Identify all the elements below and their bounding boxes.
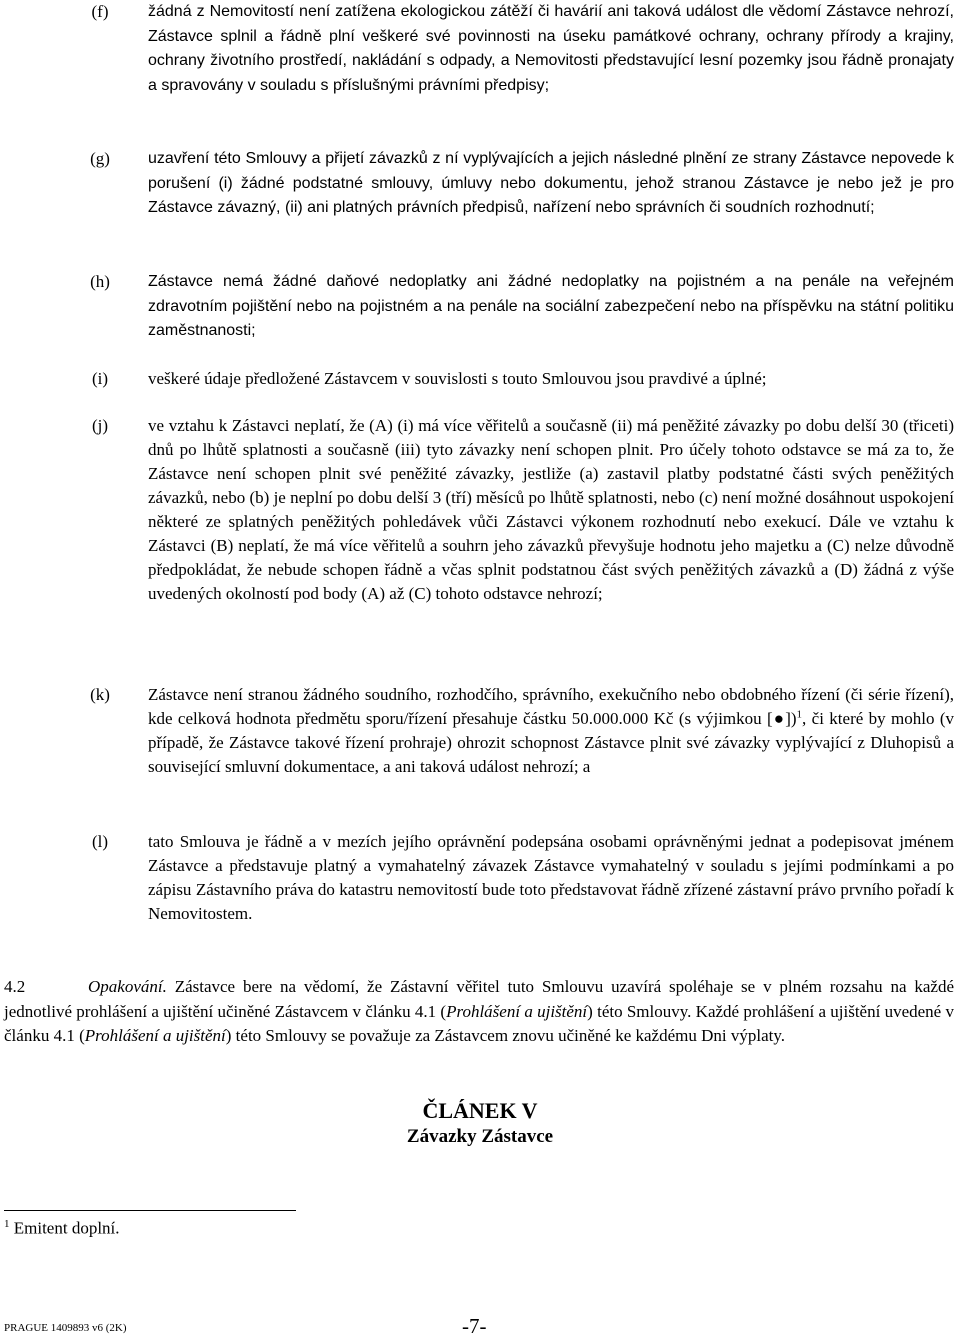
page-number: -7-: [462, 1314, 487, 1338]
footnote-divider: [4, 1210, 296, 1211]
clause-number: 4.2: [4, 977, 26, 996]
document-reference: PRAGUE 1409893 v6 (2K): [4, 1322, 127, 1334]
clause-reference: Prohlášení a ujištění: [446, 1001, 588, 1021]
article-heading: ČLÁNEK V: [422, 1098, 538, 1123]
item-text: [148, 683, 954, 779]
footnote: [4, 1218, 120, 1239]
item-marker: (g): [90, 149, 110, 168]
item-marker: (h): [90, 272, 110, 291]
clause-4-2: [4, 975, 954, 1049]
clause-text: Zástavce bere na vědomí, že Zástavní věřitel tuto Smlouvu uzavírá spoléhaje se v plném rozsahu na každé jednotlivé prohlášení a ujištění učiněné Zástavcem v článku 4.1 (: [4, 977, 954, 1021]
item-text-part: Zástavce není stranou žádného soudního, rozhodčího, správního, exekučního nebo obdobného řízení (či série řízení), kde celková hodnota předmětu sporu/řízení přesahuje částku 50.000.000 Kč (s výjimkou [●]): [148, 685, 954, 728]
footnote-number: 1: [4, 1218, 10, 1230]
footnote-text: Emitent doplní.: [9, 1218, 120, 1238]
item-text: uzavření této Smlouvy a přijetí závazků z ní vyplývajících a jejich následné plnění ze strany Zástavce nepovede k porušení (i) žádné podstatné smlouvy, úmluvy nebo dokumentu, jehož stranou Zástavce je nebo jež je pro Zástavce závazný, (ii) ani platných právních předpisů, nařízení nebo správních či soudních rozhodnutí;: [148, 150, 954, 216]
clause-reference: Prohlášení a ujištění: [84, 1026, 226, 1045]
item-text: žádná z Nemovitostí není zatížena ekologickou zátěží či havárií ani taková událost dle vědomí Zástavce nehrozí, Zástavce splnil a řádně plní veškeré své povinnosti na úseku památkové ochrany, ochrany přírody a krajiny, ochrany životního prostředí, nakládání s odpady, a Nemovitosti představující lesní pozemky jsou řádně pronajaty a spravovány v souladu s příslušnými právními předpisy;: [148, 3, 954, 94]
article-subheading: Závazky Zástavce: [406, 1126, 554, 1147]
clause-title: Opakování.: [88, 977, 167, 996]
item-text: veškeré údaje předložené Zástavcem v souvislosti s touto Smlouvou jsou pravdivé a úplné;: [148, 369, 767, 388]
item-marker: (l): [91, 832, 109, 851]
item-text: tato Smlouva je řádně a v mezích jejího oprávnění podepsána osobami oprávněnými jednat a podepisovat jménem Zástavce a představuje platný a vymahatelný závazek Zástavce vymahatelný v souladu s jejími podmínkami a po zápisu Zástavního práva do katastru nemovitostí bude toto představovat řádně zřízené zástavní právo prvního pořadí k Nemovitostem.: [148, 832, 954, 923]
footnote-reference[interactable]: 1: [796, 708, 803, 721]
item-marker: (j): [91, 416, 109, 435]
item-text-part: , či které by mohlo (v případě, že Zástavce takové řízení prohraje) ohrozit schopnost Zástavce plnit své závazky vyplývající z Dluhopisů a související smluvní dokumentace, a ani taková událost nehrozí; a: [148, 709, 955, 776]
clause-text: ) této Smlouvy. Každé prohlášení a ujištění uvedené v článku 4.1 (: [4, 1001, 955, 1045]
clause-text: ) této Smlouvy se považuje za Zástavcem znovu učiněné ke každému Dni výplaty.: [225, 1026, 786, 1045]
item-marker: (k): [90, 685, 110, 704]
item-text: ve vztahu k Zástavci neplatí, že (A) (i) má více věřitelů a současně (ii) má peněžité závazky po dobu delší 30 (třiceti) dnů po lhůtě splatnosti a současně (iii) tyto závazky není schopen plnit. Pro účely tohoto odstavce se má za to, že Zástavce není schopen plnit své peněžité závazky, jestliže (a) zastavil platby podstatné části svých peněžitých závazků, nebo (b) je neplní po dobu delší 3 (tří) měsíců po lhůtě splatnosti, nebo (c) není možné dosáhnout uspokojení některé ze splatných peněžitých pohledávek vůči Zástavci výkonem rozhodnutí nebo exekucí. Dále ve vztahu k Zástavci (B) neplatí, že má více věřitelů a souhrn jeho závazků převyšuje hodnotu jeho majetku a (C) nelze důvodně předpokládat, že nebude schopen řádně a včas splnit podstatnou část svých peněžitých závazků a (D) žádná z výše uvedených okolností pod body (A) až (C) tohoto odstavce nehrozí;: [148, 416, 954, 603]
item-text: Zástavce nemá žádné daňové nedoplatky ani žádné nedoplatky na pojistném a na penále na veřejném zdravotním pojištění nebo na pojistném a na penále na sociální zabezpečení nebo na příspěvku na státní politiku zaměstnanosti;: [148, 273, 954, 339]
item-marker: (f): [91, 2, 109, 21]
item-marker: (i): [91, 369, 109, 388]
